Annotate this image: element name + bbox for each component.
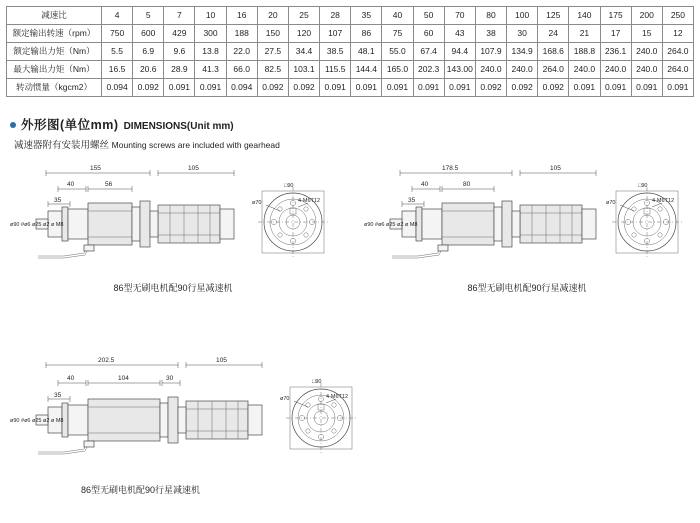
dim-shaft-35: 35 (54, 392, 62, 399)
cell: 0.092 (507, 79, 538, 97)
dim-total-len: 202.5 (98, 357, 115, 364)
dim-seg-b: 56 (105, 181, 113, 188)
cell: 27.5 (257, 43, 288, 61)
dim-total-len: 178.5 (442, 165, 459, 172)
dim-motor-len: 105 (188, 165, 199, 172)
cell: 22.0 (226, 43, 257, 61)
drawing-2 (362, 159, 692, 294)
cell: 15 (631, 25, 662, 43)
dim-seg-a: 40 (67, 375, 75, 382)
cell: 80 (475, 7, 506, 25)
cell: 50 (413, 7, 444, 25)
cell: 150 (257, 25, 288, 43)
section-subtitle-en: Mounting screws are included with gearhead (111, 140, 280, 150)
dim-thread: 4-M6T12 (298, 198, 321, 204)
cell: 300 (195, 25, 226, 43)
cell: 48.1 (351, 43, 382, 61)
row-label: 减速比 (7, 7, 102, 25)
drawing-3 (8, 351, 378, 496)
drawing-1 (8, 159, 338, 294)
cell: 115.5 (320, 61, 351, 79)
dim-seg-b: 80 (463, 181, 471, 188)
cell: 6.9 (133, 43, 164, 61)
cell: 16 (226, 7, 257, 25)
dim-motor-len: 105 (550, 165, 561, 172)
dim-shaft-35: 35 (54, 197, 62, 204)
cell: 0.091 (164, 79, 195, 97)
cell: 107.9 (475, 43, 506, 61)
section-heading (10, 115, 700, 133)
cell: 40 (382, 7, 413, 25)
cell: 20 (257, 7, 288, 25)
dim-motor-len: 105 (216, 357, 227, 364)
cell: 250 (662, 7, 693, 25)
cell: 0.091 (351, 79, 382, 97)
row-label: 额定输出转速（rpm） (7, 25, 102, 43)
cell: 5 (133, 7, 164, 25)
section-title-en: DIMENSIONS(Unit mm) (123, 121, 234, 132)
cell: 0.094 (226, 79, 257, 97)
drawing-3-svg (8, 351, 378, 481)
cell: 0.091 (600, 79, 631, 97)
dim-total-len: 155 (90, 165, 101, 172)
cell: 67.4 (413, 43, 444, 61)
dim-bolt-circle: ø70 (280, 396, 290, 402)
cell: 750 (102, 25, 133, 43)
cell: 429 (164, 25, 195, 43)
cell: 38 (475, 25, 506, 43)
cell: 0.091 (195, 79, 226, 97)
cell: 16.5 (102, 61, 133, 79)
cell: 0.094 (102, 79, 133, 97)
cell: 0.092 (538, 79, 569, 97)
cell: 43 (444, 25, 475, 43)
dim-face-dia: □90 (638, 183, 648, 189)
cell: 264.0 (662, 61, 693, 79)
dim-thread: 4-M6T12 (652, 198, 675, 204)
cell: 0.092 (133, 79, 164, 97)
drawing-1-caption: 86型无刷电机配90行星减速机 (113, 283, 233, 293)
cell: 188.8 (569, 43, 600, 61)
cell: 34.4 (288, 43, 319, 61)
cell: 0.091 (382, 79, 413, 97)
dim-flange: ø90 #ø6 ø25 ø2 ø M8 (10, 418, 64, 424)
cell: 10 (195, 7, 226, 25)
cell: 20.6 (133, 61, 164, 79)
cell: 4 (102, 7, 133, 25)
cell: 125 (538, 7, 569, 25)
cell: 41.3 (195, 61, 226, 79)
cell: 200 (631, 7, 662, 25)
cell: 168.6 (538, 43, 569, 61)
dim-seg-a: 40 (421, 181, 429, 188)
cell: 0.091 (444, 79, 475, 97)
section-subtitle (14, 137, 700, 151)
cell: 30 (507, 25, 538, 43)
table-row (7, 25, 694, 43)
drawing-3-caption: 86型无刷电机配90行星减速机 (80, 485, 201, 495)
cell: 55.0 (382, 43, 413, 61)
cell: 144.4 (351, 61, 382, 79)
cell: 103.1 (288, 61, 319, 79)
cell: 60 (413, 25, 444, 43)
cell: 107 (320, 25, 351, 43)
cell: 240.0 (600, 61, 631, 79)
cell: 0.091 (631, 79, 662, 97)
cell: 94.4 (444, 43, 475, 61)
cell: 188 (226, 25, 257, 43)
dim-shaft-35: 35 (408, 197, 416, 204)
cell: 82.5 (257, 61, 288, 79)
cell: 236.1 (600, 43, 631, 61)
cell: 28 (320, 7, 351, 25)
table-row (7, 79, 694, 97)
cell: 134.9 (507, 43, 538, 61)
table-row (7, 43, 694, 61)
cell: 120 (288, 25, 319, 43)
cell: 0.091 (320, 79, 351, 97)
cell: 143.00 (444, 61, 475, 79)
cell: 240.0 (507, 61, 538, 79)
bullet-dot-icon (10, 122, 16, 128)
cell: 165.0 (382, 61, 413, 79)
cell: 75 (382, 25, 413, 43)
cell: 100 (507, 7, 538, 25)
table-row (7, 61, 694, 79)
row-label: 额定输出力矩（Nm） (7, 43, 102, 61)
cell: 28.9 (164, 61, 195, 79)
cell: 264.0 (538, 61, 569, 79)
drawing-1-svg (8, 159, 338, 279)
cell: 175 (600, 7, 631, 25)
section-subtitle-cn: 减速器附有安装用螺丝 (14, 140, 110, 151)
dim-flange: ø90 #ø6 ø25 ø2 ø M8 (364, 222, 418, 228)
row-label: 转动惯量（kgcm2） (7, 79, 102, 97)
dim-bolt-circle: ø70 (606, 200, 616, 206)
cell: 0.092 (475, 79, 506, 97)
cell: 35 (351, 7, 382, 25)
table-row (7, 7, 694, 25)
dim-face-dia: □90 (284, 183, 294, 189)
cell: 240.0 (631, 43, 662, 61)
cell: 7 (164, 7, 195, 25)
cell: 17 (600, 25, 631, 43)
specification-table (6, 6, 694, 97)
cell: 12 (662, 25, 693, 43)
dim-face-dia: □90 (312, 379, 322, 385)
cell: 66.0 (226, 61, 257, 79)
cell: 9.6 (164, 43, 195, 61)
drawing-2-svg (362, 159, 692, 279)
cell: 202.3 (413, 61, 444, 79)
cell: 0.092 (288, 79, 319, 97)
cell: 240.0 (475, 61, 506, 79)
cell: 5.5 (102, 43, 133, 61)
row-label: 最大输出力矩（Nm） (7, 61, 102, 79)
cell: 21 (569, 25, 600, 43)
dim-flange: ø90 #ø6 ø25 ø2 ø M8 (10, 222, 64, 228)
cell: 25 (288, 7, 319, 25)
cell: 600 (133, 25, 164, 43)
cell: 0.092 (257, 79, 288, 97)
dim-thread: 4-M6T12 (326, 394, 349, 400)
cell: 24 (538, 25, 569, 43)
cell: 0.091 (569, 79, 600, 97)
cell: 240.0 (631, 61, 662, 79)
dim-bolt-circle: ø70 (252, 200, 262, 206)
cell: 13.8 (195, 43, 226, 61)
cell: 140 (569, 7, 600, 25)
dim-seg-a: 40 (67, 181, 75, 188)
cell: 240.0 (569, 61, 600, 79)
cell: 86 (351, 25, 382, 43)
dim-seg-c2: 30 (166, 375, 174, 382)
cell: 70 (444, 7, 475, 25)
cell: 0.091 (413, 79, 444, 97)
drawing-2-caption: 86型无刷电机配90行星减速机 (467, 283, 587, 293)
dim-seg-b: 104 (118, 375, 129, 382)
spec-table-body (7, 7, 694, 97)
cell: 0.091 (662, 79, 693, 97)
cell: 38.5 (320, 43, 351, 61)
cell: 264.0 (662, 43, 693, 61)
section-title-cn: 外形图(单位mm) (21, 118, 119, 132)
